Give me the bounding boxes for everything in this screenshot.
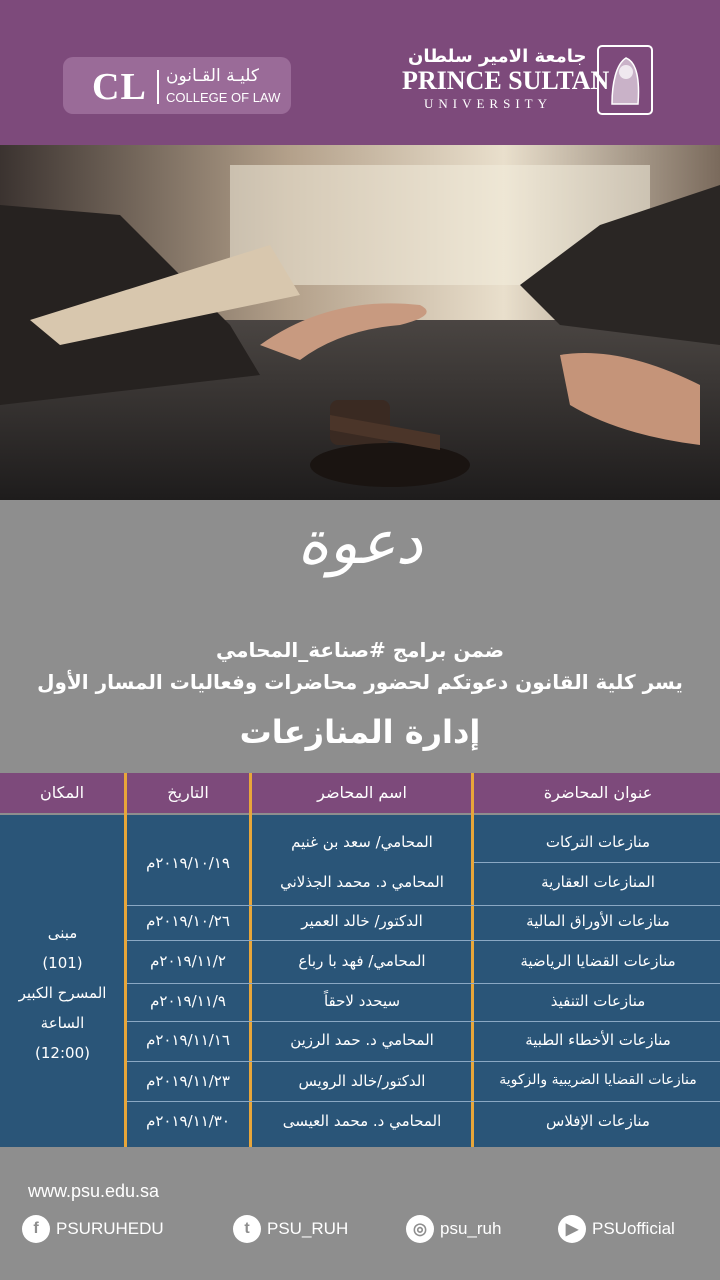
table-row: منازعات الأوراق المالية (526, 912, 670, 930)
header-date: التاريخ (167, 783, 209, 802)
row-divider (127, 905, 720, 906)
program-line: ضمن برامج #صناعة_المحامي (215, 638, 505, 662)
row-divider (127, 940, 720, 941)
table-row: ٢٠١٩/١١/٢٣م (146, 1072, 230, 1090)
facebook-icon: f (22, 1215, 50, 1243)
table-row: المحامي د. حمد الرزين (290, 1031, 434, 1049)
track-title: إدارة المنازعات (239, 713, 481, 751)
table-row: ٢٠١٩/١١/٩م (150, 992, 226, 1010)
header-venue: المكان (39, 783, 85, 802)
table-row: المحامي د. محمد الجذلاني (280, 873, 444, 891)
header-lecture-title: عنوان المحاضرة (543, 783, 653, 802)
row-divider (127, 1061, 720, 1062)
twitter-icon: t (233, 1215, 261, 1243)
invitation-calligraphy: دعوة (297, 508, 423, 578)
table-row: ٢٠١٩/١١/١٦م (146, 1031, 230, 1049)
table-row: منازعات الأخطاء الطبية (525, 1031, 671, 1049)
table-row: سيحدد لاحقاً (323, 992, 401, 1010)
instagram-icon: ◎ (406, 1215, 434, 1243)
row-divider (474, 862, 720, 863)
invitation-line: يسر كلية القانون دعوتكم لحضور محاضرات وفعاليات المسار الأول (37, 670, 683, 694)
table-row: المنازعات العقارية (541, 873, 655, 891)
venue-cell (0, 918, 125, 1068)
row-divider (127, 1021, 720, 1022)
instagram-handle: psu_ruh (440, 1219, 502, 1238)
table-row: ٢٠١٩/١١/٣٠م (146, 1112, 230, 1130)
website-link[interactable]: www.psu.edu.sa (28, 1181, 160, 1201)
table-row: منازعات التنفيذ (550, 992, 646, 1010)
youtube-handle: PSUofficial (592, 1219, 675, 1238)
venue-time-label: الساعة (40, 1014, 85, 1032)
table-row: ٢٠١٩/١٠/١٩م (146, 854, 230, 872)
table-row: المحامي/ فهد با رباع (298, 952, 426, 970)
table-row: منازعات الإفلاس (546, 1112, 650, 1130)
table-row: منازعات القضايا الضريبية والزكوية (499, 1072, 697, 1088)
university-name-en: PRINCE SULTAN (402, 66, 610, 95)
table-row: الدكتور/ خالد العمير (301, 912, 423, 930)
header-lecturer: اسم المحاضر (317, 783, 407, 802)
college-logo-divider (157, 70, 159, 104)
college-logo-abbr: CL (92, 66, 147, 108)
social-youtube[interactable] (558, 1214, 675, 1244)
table-row: ٢٠١٩/١٠/٢٦م (146, 912, 230, 930)
table-row: منازعات القضايا الرياضية (520, 952, 676, 970)
university-crest-icon (596, 44, 654, 116)
social-facebook[interactable] (22, 1214, 164, 1244)
venue-time: (12:00) (35, 1044, 90, 1062)
table-row: ٢٠١٩/١١/٢م (150, 952, 226, 970)
social-twitter[interactable] (233, 1214, 348, 1244)
university-name-ar: جامعة الامير سلطان (408, 46, 587, 67)
college-name-ar: كليـة القـانون (166, 66, 260, 86)
college-name-en: COLLEGE OF LAW (166, 90, 281, 105)
courtroom-photo (0, 145, 720, 500)
row-divider (127, 1101, 720, 1102)
table-row: المحامي د. محمد العيسى (282, 1112, 442, 1130)
youtube-icon: ▶ (558, 1215, 586, 1243)
venue-hall: المسرح الكبير (18, 984, 107, 1002)
table-row: الدكتور/خالد الرويس (298, 1072, 426, 1090)
table-row: المحامي/ سعد بن غنيم (291, 833, 433, 851)
twitter-handle: PSU_RUH (267, 1219, 349, 1238)
university-word: UNIVERSITY (424, 96, 552, 111)
venue-building: مبنى (47, 924, 78, 942)
social-instagram[interactable] (406, 1214, 501, 1244)
facebook-handle: PSURUHEDU (56, 1219, 164, 1238)
row-divider (127, 983, 720, 984)
table-row: منازعات التركات (545, 833, 651, 851)
venue-number: (101) (42, 954, 83, 972)
